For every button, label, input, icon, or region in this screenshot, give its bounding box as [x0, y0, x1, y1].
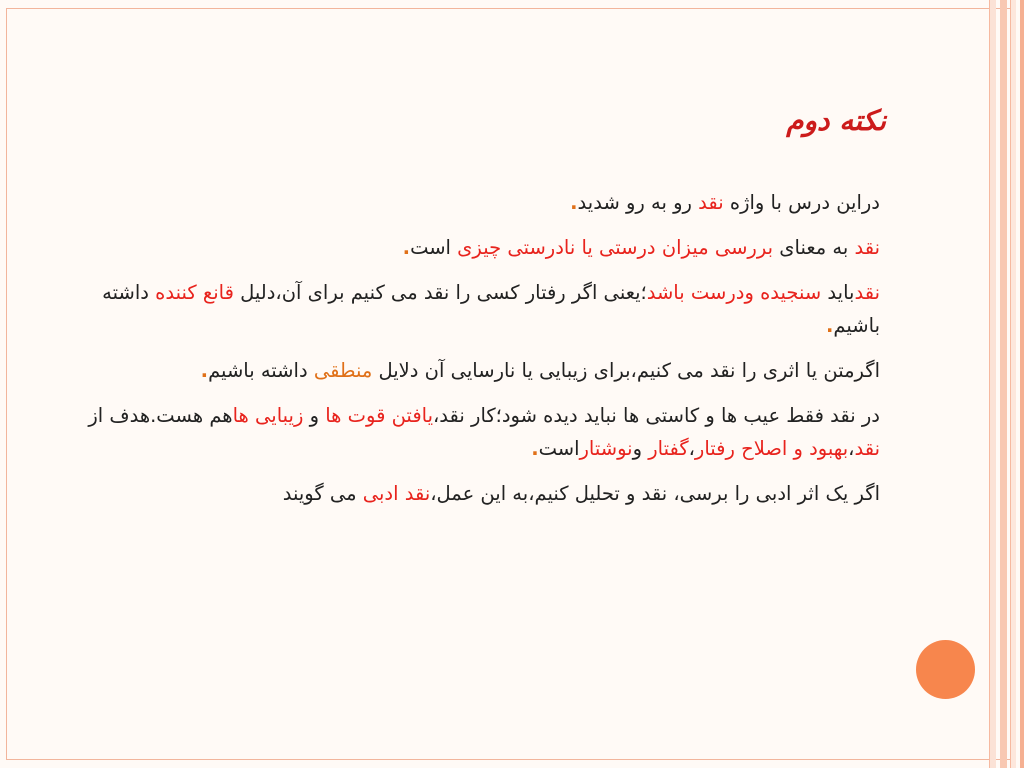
highlighted-text: قانع کننده [155, 281, 234, 304]
text-segment: ، [848, 437, 855, 460]
paragraph [76, 354, 880, 387]
highlighted-text: بهبود و اصلاح رفتار [694, 437, 849, 460]
stripe [1000, 0, 1007, 768]
highlighted-text: . [200, 359, 209, 382]
highlighted-text: نقد ادبی [362, 482, 431, 505]
highlighted-text: زیبایی ها [232, 404, 304, 427]
text-segment: و [303, 404, 326, 427]
paragraph [76, 231, 880, 264]
text-segment: به معنای [773, 236, 855, 259]
stripe [1020, 0, 1024, 768]
text-segment: باید [821, 281, 855, 304]
highlighted-text: نوشتار [579, 437, 633, 460]
decorative-side-stripes [976, 0, 1024, 768]
text-segment: داشته باشیم [208, 359, 314, 382]
highlighted-text: نقد [854, 437, 880, 460]
highlighted-text: یافتن قوت ها [325, 404, 434, 427]
decorative-circle [916, 640, 975, 699]
highlighted-text: سنجیده ودرست باشد [646, 281, 822, 304]
highlighted-text: . [570, 191, 578, 214]
paragraph [76, 276, 880, 342]
slide-title: نکته دوم [786, 104, 886, 137]
paragraph [76, 186, 880, 219]
text-segment: در نقد فقط عیب ها و کاستی ها نباید دیده شود؛کار نقد، [433, 404, 880, 427]
stripe [1010, 0, 1016, 768]
highlighted-text: . [531, 437, 539, 460]
text-segment: هم هست.هدف از [88, 404, 233, 427]
highlighted-text: نقد [854, 281, 880, 304]
text-segment: است [410, 236, 458, 259]
text-segment: دراین درس با واژه [723, 191, 880, 214]
text-segment: ؛یعنی اگر رفتار کسی را نقد می کنیم برای آن،دلیل [233, 281, 647, 304]
text-segment: اگرمتن یا اثری را نقد می کنیم،برای زیبایی یا نارسایی آن دلایل [372, 359, 880, 382]
highlighted-text: . [402, 236, 411, 259]
text-segment: است [538, 437, 580, 460]
highlighted-text: نقد [854, 236, 880, 259]
text-segment: اگر یک اثر ادبی را برسی، نقد و تحلیل کنیم،به این عمل، [430, 482, 880, 505]
highlighted-text: بررسی میزان درستی یا نادرستی چیزی [457, 236, 774, 259]
highlighted-text: . [826, 314, 834, 337]
stripe [989, 0, 996, 768]
text-segment: ، [688, 437, 695, 460]
slide-body [76, 186, 880, 522]
text-segment: و [632, 437, 649, 460]
highlighted-text: منطقی [313, 359, 373, 382]
highlighted-text: گفتار [648, 437, 689, 460]
text-segment: رو به رو شدید [577, 191, 699, 214]
paragraph [76, 399, 880, 465]
highlighted-text: نقد [698, 191, 724, 214]
text-segment: داشته باشیم [102, 281, 880, 337]
paragraph [76, 477, 880, 510]
text-segment: می گویند [282, 482, 363, 505]
